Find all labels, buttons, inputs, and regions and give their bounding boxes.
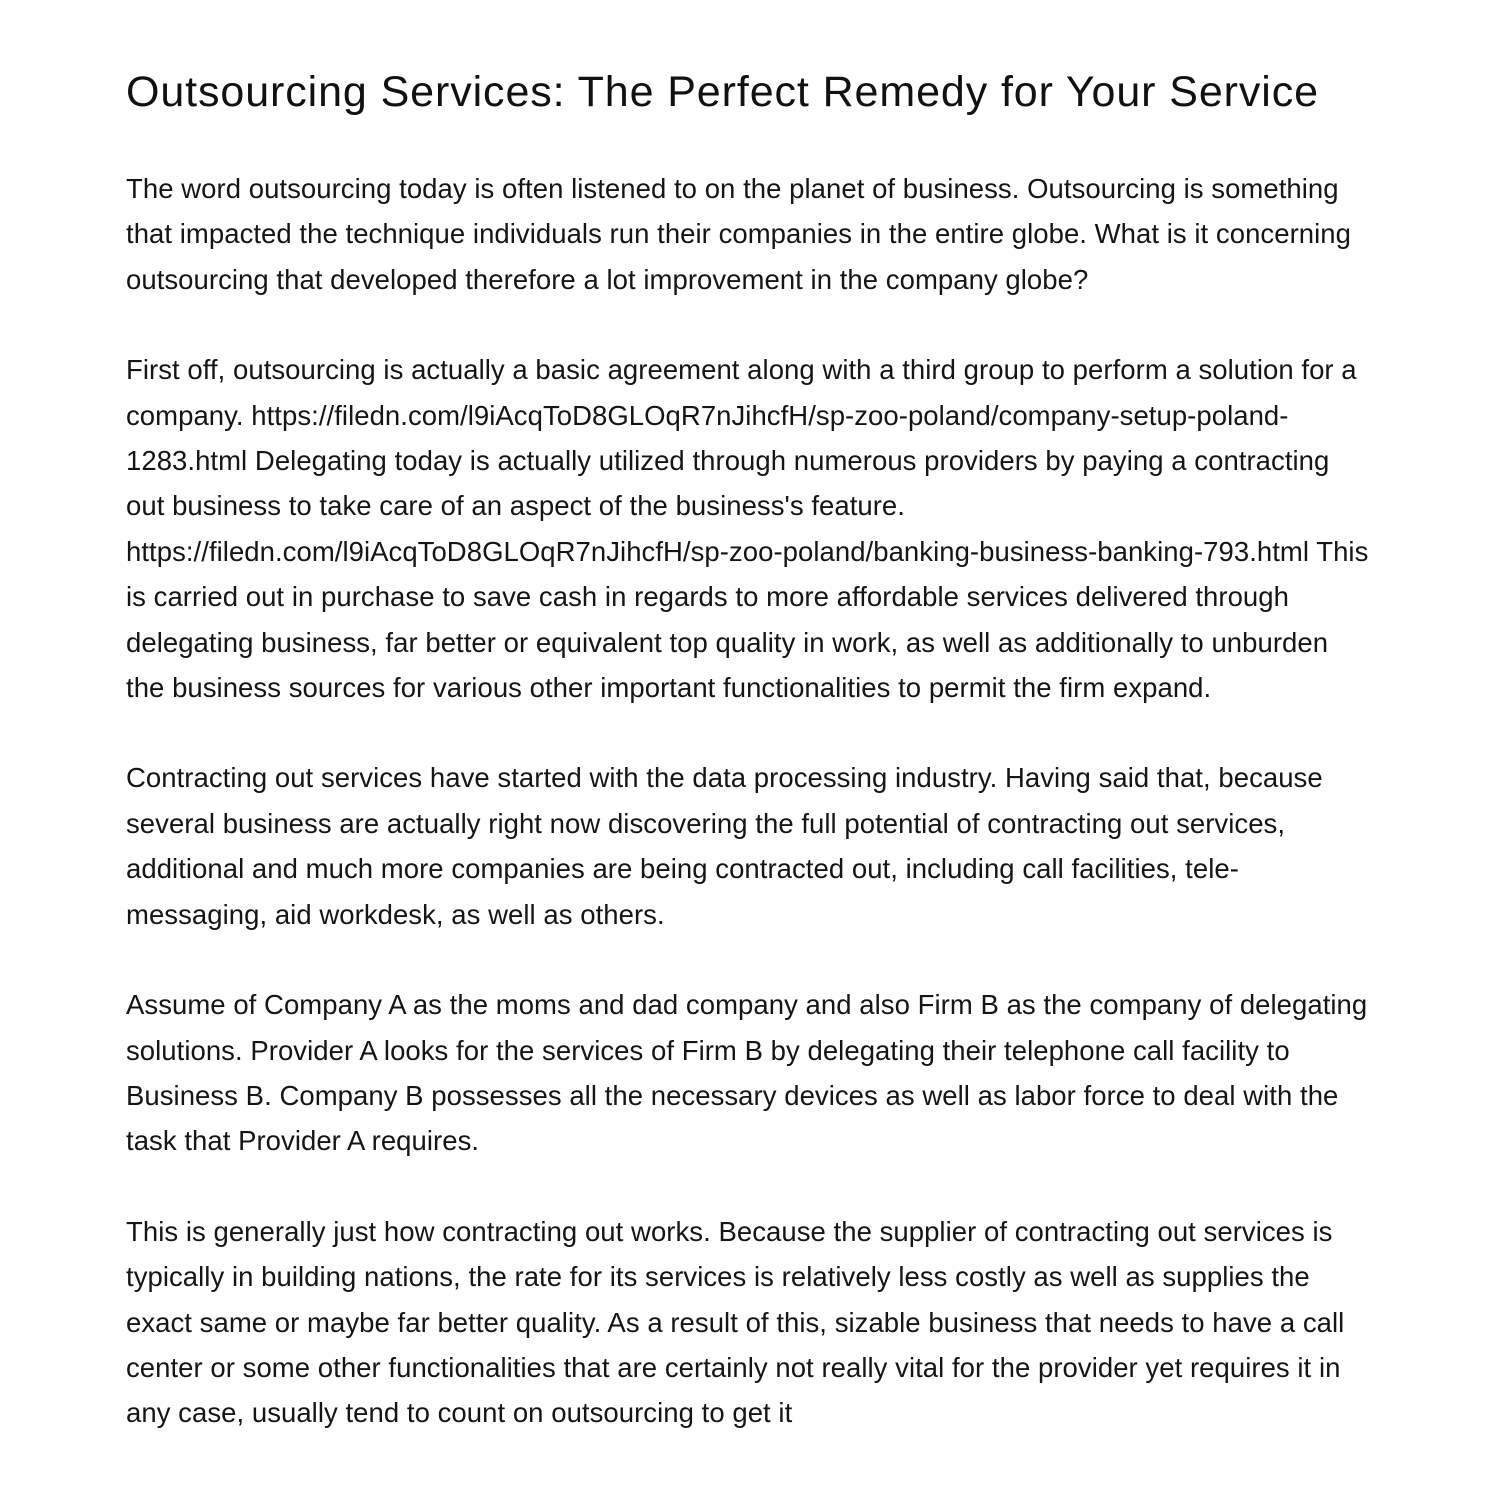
paragraph-5: This is generally just how contracting out works. Because the supplier of contracting out services is typically in building nations, the rate for its services is relatively less costly as well as supplies the exact same or maybe far better quality. As a result of this, sizable business that needs to have a call center or some other functionalities that are certainly not really vital for the provider yet requires it in any case, usually tend to count on outsourcing to get it — [126, 1215, 1345, 1429]
paragraph-2: First off, outsourcing is actually a basic agreement along with a third group to perform a solution for a company. https://filedn.com/l9iAcqToD8GLOqR7nJihcfH/sp-zoo-poland/company-setup-poland-1283.html Delegating today is actually utilized through numerous providers by paying a contracting out business to take care of an aspect of the business's feature. https://filedn.com/l9iAcqToD8GLOqR7nJihcfH/sp-zoo-poland/banking-business-banking-793.html This is carried out in purchase to save cash in regards to more affordable services delivered through delegating business, far better or equivalent top quality in work, as well as additionally to unburden the business sources for various other important functionalities to permit the firm expand. — [126, 354, 1369, 704]
paragraph-3: Contracting out services have started with the data processing industry. Having said that, because several business are actually right now discovering the full potential of contracting out services, additional and much more companies are being contracted out, including call facilities, tele-messaging, aid workdesk, as well as others. — [126, 762, 1323, 930]
document-title: Outsourcing Services: The Perfect Remedy for Your Service — [126, 68, 1319, 116]
document-body — [126, 166, 1374, 1481]
paragraph-1: The word outsourcing today is often listened to on the planet of business. Outsourcing is something that impacted the technique individuals run their companies in the entire globe. What is it concerning outsourcing that developed therefore a lot improvement in the company globe? — [126, 173, 1351, 295]
paragraph-4: Assume of Company A as the moms and dad company and also Firm B as the company of delegating solutions. Provider A looks for the services of Firm B by delegating their telephone call facility to Business B. Company B possesses all the necessary devices as well as labor force to deal with the task that Provider A requires. — [126, 989, 1368, 1157]
document-page — [126, 0, 1374, 1500]
